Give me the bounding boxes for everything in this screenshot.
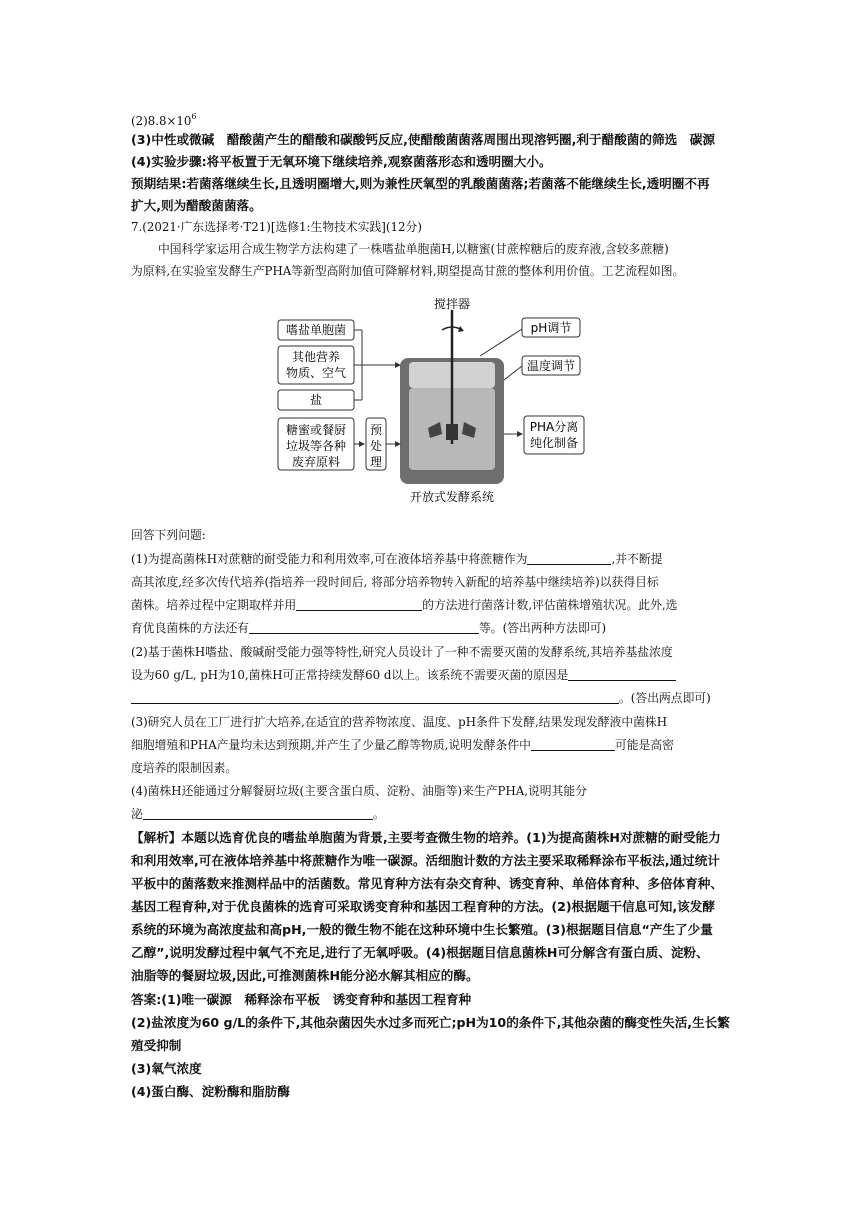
input-nutrients-label-1: 其他营养 xyxy=(291,350,341,364)
diagram-caption: 开放式发酵系统 xyxy=(409,490,495,504)
answer-blank-2[interactable] xyxy=(296,597,422,611)
prev-answer-exponent: 6 xyxy=(191,112,197,121)
q4-line-1: (4)菌株H还能通过分解餐厨垃圾(主要含蛋白质、淀粉、油脂等)来生产PHA,说明其能分 xyxy=(131,784,587,798)
answer-blank-3[interactable] xyxy=(249,620,479,634)
pretreatment-label-1: 预 xyxy=(369,423,383,437)
analysis-line-5: 系统的环境为高浓度盐和高pH,一般的微生物不能在这种环境中生长繁殖。(3)根据题目信息“产生了少量 xyxy=(131,922,713,937)
prev-answer-line-2 xyxy=(131,107,196,131)
ph-pointer-line xyxy=(480,329,522,356)
analysis-line-6: 乙醇”,说明发酵过程中氧气不充足,进行了无氧呼吸。(4)根据题目信息菌株H可分解含有蛋白质、淀粉、 xyxy=(131,945,709,960)
pha-label-1: PHA分离 xyxy=(529,420,579,434)
answer-line-1: 答案:(1)唯一碳源 稀释涂布平板 诱变育种和基因工程育种 xyxy=(131,992,472,1007)
stirrer-label: 搅拌器 xyxy=(433,297,471,311)
q4-line-2: 泌 。 xyxy=(131,807,385,821)
analysis-line-4: 基因工程育种,对于优良菌株的选育可采取诱变育种和基因工程育种的方法。(2)根据题干信息可知,该发酵 xyxy=(131,899,715,914)
q2-line-3: 。(答出两点即可) xyxy=(131,688,711,708)
pretreatment-label-2: 处 xyxy=(369,439,383,453)
answer-blank-1[interactable] xyxy=(527,551,611,565)
q1-line-2: 高其浓度,经多次传代培养(指培养一段时间后, 将部分培养物转入新配的培养基中继续培养)以获得目标 xyxy=(131,575,659,589)
ph-adjust-label: pH调节 xyxy=(530,321,572,335)
q2-line-1: (2)基于菌株H嗜盐、酸碱耐受能力强等特性,研究人员设计了一种不需要灭菌的发酵系统,其培养基盐浓度 xyxy=(131,645,673,659)
answer-blank-6[interactable] xyxy=(143,806,373,820)
answer-prompt: 回答下列问题: xyxy=(131,528,206,542)
analysis-line-3: 平板中的菌落数来推测样品中的活菌数。常见育种方法有杂交育种、诱变育种、单倍体育种、多倍体育种、 xyxy=(131,876,723,891)
prev-answer-line-6: 扩大,则为醋酸菌菌落。 xyxy=(131,198,262,213)
analysis-line-7: 油脂等的餐厨垃圾,因此,可推测菌株H能分泌水解其相应的酶。 xyxy=(131,968,479,983)
fermentation-process-diagram xyxy=(272,296,598,508)
q1-line-4: 育优良菌株的方法还有 等。(答出两种方法即可) xyxy=(131,621,607,635)
question-header: 7.(2021·广东选择考·T21)[选修1:生物技术实践](12分) xyxy=(131,220,422,234)
q3-line-1: (3)研究人员在工厂进行扩大培养,在适宜的营养物浓度、温度、pH条件下发酵,结果发现发酵液中菌株H xyxy=(131,715,668,729)
answer-blank-4-cont[interactable] xyxy=(131,690,619,704)
question-intro-2: 为原料,在实验室发酵生产PHA等新型高附加值可降解材料,期望提高甘蔗的整体利用价值。工艺流程如图。 xyxy=(131,264,685,278)
prev-answer-line-5: 预期结果:若菌落继续生长,且透明圈增大,则为兼性厌氧型的乳酸菌菌落;若菌落不能继续生长,透明圈不再 xyxy=(131,176,710,191)
q3-line-2: 细胞增殖和PHA产量均未达到预期,并产生了少量乙醇等物质,说明发酵条件中 可能是高密 xyxy=(131,738,674,752)
question-intro-1: 中国科学家运用合成生物学方法构建了一株嗜盐单胞菌H,以糖蜜(甘蔗榨糖后的废弃液,含较多蔗糖) xyxy=(158,242,669,256)
waste-label-1: 糖蜜或餐厨 xyxy=(285,423,347,437)
input-bacteria-label: 嗜盐单胞菌 xyxy=(285,323,347,337)
pha-label-2: 纯化制备 xyxy=(529,436,579,450)
impeller-hub xyxy=(446,424,458,440)
temp-adjust-label: 温度调节 xyxy=(526,359,576,373)
prev-answer-value: (2)8.8×10 xyxy=(131,114,192,128)
input-salt-label: 盐 xyxy=(309,393,323,407)
prev-answer-line-3: (3)中性或微碱 醋酸菌产生的醋酸和碳酸钙反应,使醋酸菌菌落周围出现溶钙圈,利于醋酸菌的筛选 碳源 xyxy=(131,132,715,147)
analysis-line-1: 【解析】本题以选育优良的嗜盐单胞菌为背景,主要考查微生物的培养。(1)为提高菌株H对蔗糖的耐受能力 xyxy=(131,830,721,845)
input-nutrients-label-2: 物质、空气 xyxy=(285,366,347,380)
q2-line-2: 设为60 g/L, pH为10,菌株H可正常持续发酵60 d以上。该系统不需要灭菌的原因是 xyxy=(131,665,676,685)
q1-line-1: (1)为提高菌株H对蔗糖的耐受能力和利用效率,可在液体培养基中将蔗糖作为 ,并不断提 xyxy=(131,552,663,566)
pretreatment-label-3: 理 xyxy=(369,455,383,469)
answer-blank-4[interactable] xyxy=(568,667,676,681)
temp-pointer-line xyxy=(504,366,522,380)
analysis-tag: 【解析】 xyxy=(131,830,182,845)
answer-blank-5[interactable] xyxy=(531,737,615,751)
waste-label-2: 垃圾等各种 xyxy=(285,439,347,453)
q3-line-3: 度培养的限制因素。 xyxy=(131,761,238,775)
answer-line-4: (3)氧气浓度 xyxy=(131,1061,202,1076)
answer-line-5: (4)蛋白酶、淀粉酶和脂肪酶 xyxy=(131,1084,290,1099)
analysis-line-2: 和利用效率,可在液体培养基中将蔗糖作为唯一碳源。活细胞计数的方法主要采取稀释涂布平板法,通过统计 xyxy=(131,853,720,868)
q1-line-3: 菌株。培养过程中定期取样并用 的方法进行菌落计数,评估菌株增殖状况。此外,选 xyxy=(131,598,678,612)
prev-answer-line-4: (4)实验步骤:将平板置于无氧环境下继续培养,观察菌落形态和透明圈大小。 xyxy=(131,154,552,169)
answer-line-3: 殖受抑制 xyxy=(131,1038,182,1053)
waste-label-3: 废弃原料 xyxy=(291,455,341,469)
answer-line-2: (2)盐浓度为60 g/L的条件下,其他杂菌因失水过多而死亡;pH为10的条件下,其他杂菌的酶变性失活,生长繁 xyxy=(131,1015,730,1030)
